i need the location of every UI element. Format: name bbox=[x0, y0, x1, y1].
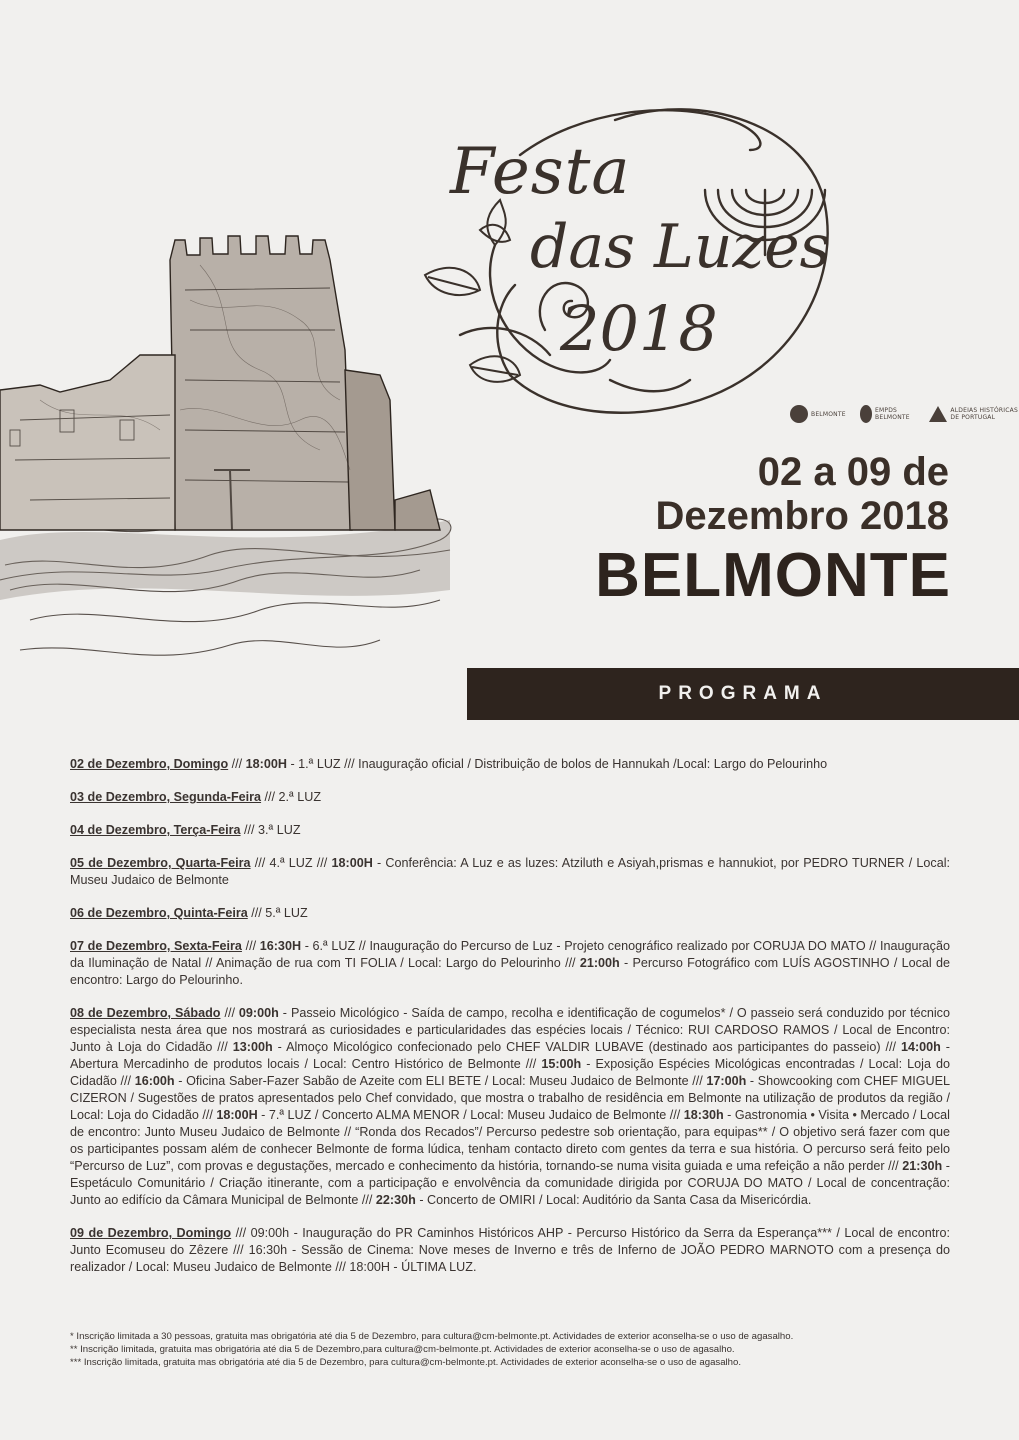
entry-time: 18:00H bbox=[245, 757, 287, 771]
entry-text: /// bbox=[228, 757, 246, 771]
entry-text: /// 4.ª LUZ /// bbox=[250, 856, 332, 870]
entry-day: 05 de Dezembro, Quarta-Feira bbox=[70, 856, 251, 870]
entry-time: 18:00H bbox=[331, 856, 373, 870]
program-entry bbox=[70, 1005, 950, 1209]
entry-day: 07 de Dezembro, Sexta-Feira bbox=[70, 939, 242, 953]
partner-aldeias-historicas bbox=[929, 406, 1019, 422]
entry-day: 09 de Dezembro, Domingo bbox=[70, 1226, 232, 1240]
entry-time: 18:30h bbox=[683, 1108, 724, 1122]
entry-text: - Oficina Saber-Fazer Sabão de Azeite com ELI BETE / Local: Museu Judaico de Belmonte /// bbox=[174, 1074, 707, 1088]
footnotes bbox=[70, 1330, 960, 1369]
empds-logo-icon bbox=[860, 405, 872, 423]
entry-text: - Conferência: A Luz e as luzes: Atziluth e Asiyah,prismas e hannukiot, por PEDRO TURNER / Local: Museu Judaico de Belmonte bbox=[70, 856, 950, 887]
event-dates-line1: 02 a 09 de bbox=[757, 450, 949, 494]
entry-day: 03 de Dezembro, Segunda-Feira bbox=[70, 790, 262, 804]
entry-time: 14:00h bbox=[900, 1040, 941, 1054]
program-list bbox=[70, 756, 950, 1292]
entry-text: - Exposição Espécies Micológicas encontradas / Local: Loja do Cidadão /// bbox=[70, 1057, 950, 1088]
entry-text: - 7.ª LUZ / Concerto ALMA MENOR / Local: Museu Judaico de Belmonte /// bbox=[257, 1108, 684, 1122]
entry-time: 09:00h bbox=[238, 1006, 279, 1020]
entry-text: - 6.ª LUZ // Inauguração do Percurso de Luz - Projeto cenográfico realizado por CORUJA DO MATO // Inauguração da Iluminação de Natal // Animação de rua com TI FOLIA / Local: Largo do Pelourinho /// bbox=[70, 939, 950, 970]
entry-time: 13:00h bbox=[232, 1040, 273, 1054]
program-entry bbox=[70, 822, 950, 839]
entry-text: - Espetáculo Comunitário / Criação itinerante, com a participação e envolvência da comunidade dirigida por CORUJA DO MATO / Local de concentração: Junto ao edifício da Câmara Municipal de Belmonte /// bbox=[70, 1159, 950, 1207]
partner-empds-label: EMPDS BELMONTE bbox=[875, 407, 910, 421]
entry-time: 15:00h bbox=[541, 1057, 582, 1071]
partner-logos bbox=[790, 405, 1019, 423]
entry-text: - Passeio Micológico - Saída de campo, recolha e identificação de cogumelos* / O passeio será conduzido por técnico especialista nesta área que nos mostrará as curiosidades e particularidades das espécies locais / Técnico: RUI CARDOSO RAMOS / Local de Encontro: Junto à Loja do Cidadão /// bbox=[70, 1006, 950, 1054]
program-entry bbox=[70, 789, 950, 806]
entry-time: 17:00h bbox=[706, 1074, 747, 1088]
aldeias-historicas-logo-icon bbox=[929, 406, 947, 422]
programa-title: PROGRAMA bbox=[658, 683, 828, 704]
partner-aldeias-label: ALDEIAS HISTÓRICAS DE PORTUGAL bbox=[950, 407, 1018, 421]
event-dates bbox=[656, 450, 949, 538]
program-entry bbox=[70, 905, 950, 922]
entry-time: 21:00h bbox=[579, 956, 620, 970]
logo-title-year: 2018 bbox=[560, 292, 718, 365]
entry-day: 02 de Dezembro, Domingo bbox=[70, 757, 229, 771]
footnote: *** Inscrição limitada, gratuita mas obrigatória até dia 5 de Dezembro, para cultura@cm-belmonte.pt. Actividades de exterior aconselha-se o uso de agasalho. bbox=[70, 1357, 741, 1368]
partner-belmonte-label: BELMONTE bbox=[811, 410, 846, 418]
partner-belmonte bbox=[790, 405, 846, 423]
entry-time: 22:30h bbox=[375, 1193, 416, 1207]
entry-text: - Percurso Fotográfico com LUÍS AGOSTINHO / Local de encontro: Largo do Pelourinho. bbox=[70, 956, 950, 987]
entry-text: - Showcooking com CHEF MIGUEL CIZERON / Sugestões de pratos apresentados pelo Chef convidado, que mostra o trabalho de residência em Belmonte na utilização de produtos da região / Local: Loja do Cidadão /// bbox=[70, 1074, 950, 1122]
program-entry bbox=[70, 938, 950, 989]
logo-title-festa: Festa bbox=[450, 135, 631, 209]
entry-text: - Gastronomia • Visita • Mercado / Local de encontro: Junto Museu Judaico de Belmonte // “Ronda dos Recados”/ Percurso pedestre sob orientação, para equipas** / O objetivo será fazer com que os participantes possam além de conhecer Belmonte de forma lúdica, tenham contacto direto com gentes da terra e sua história. O percurso será feito pelo “Percurso de Luz”, com provas e degustações, mercado e conhecimento da história, tornando-se numa visita guiada e uma refeição a não perder /// bbox=[70, 1108, 950, 1173]
belmonte-logo-icon bbox=[790, 405, 808, 423]
entry-time: 21:30h bbox=[902, 1159, 943, 1173]
logo-title-das-luzes: das Luzes bbox=[530, 212, 831, 282]
entry-text: /// bbox=[220, 1006, 239, 1020]
partner-empds bbox=[860, 405, 916, 423]
entry-time: 16:30H bbox=[259, 939, 302, 953]
entry-text: /// 2.ª LUZ bbox=[261, 790, 322, 804]
footnote: * Inscrição limitada a 30 pessoas, gratuita mas obrigatória até dia 5 de Dezembro, para cultura@cm-belmonte.pt. Actividades de exterior aconselha-se o uso de agasalho. bbox=[70, 1331, 794, 1342]
program-entry bbox=[70, 855, 950, 889]
event-town: BELMONTE bbox=[595, 541, 951, 610]
entry-day: 08 de Dezembro, Sábado bbox=[70, 1006, 221, 1020]
entry-time: 16:00h bbox=[134, 1074, 175, 1088]
programa-banner bbox=[467, 668, 1019, 720]
entry-text: - Concerto de OMIRI / Local: Auditório da Santa Casa da Misericórdia. bbox=[415, 1193, 812, 1207]
event-dates-line2: Dezembro 2018 bbox=[655, 494, 949, 538]
entry-text: /// bbox=[241, 939, 260, 953]
footnote: ** Inscrição limitada, gratuita mas obrigatória até dia 5 de Dezembro,para cultura@cm-belmonte.pt. Actividades de exterior aconselha-se o uso de agasalho. bbox=[70, 1344, 735, 1355]
entry-text: - Abertura Mercadinho de produtos locais / Local: Centro Histórico de Belmonte /// bbox=[70, 1040, 950, 1071]
program-entry bbox=[70, 756, 950, 773]
entry-text: /// 09:00h - Inauguração do PR Caminhos Históricos AHP - Percurso Histórico da Serra da Esperança*** / Local de encontro: Junto Ecomuseu do Zêzere /// 16:30h - Sessão de Cinema: Nove meses de Inverno e três de Inferno de JOÃO PEDRO MARNOTO com a presença do realizador / Local: Museu Judaico de Belmonte /// 18:00H - ÚLTIMA LUZ. bbox=[70, 1226, 950, 1274]
entry-day: 04 de Dezembro, Terça-Feira bbox=[70, 823, 241, 837]
entry-text: /// 5.ª LUZ bbox=[247, 906, 308, 920]
entry-time: 18:00H bbox=[216, 1108, 258, 1122]
entry-day: 06 de Dezembro, Quinta-Feira bbox=[70, 906, 248, 920]
entry-text: - Almoço Micológico confecionado pelo CHEF VALDIR LUBAVE (destinado aos participantes do passeio) /// bbox=[272, 1040, 901, 1054]
entry-text: - 1.ª LUZ /// Inauguração oficial / Distribuição de bolos de Hannukah /Local: Largo do Pelourinho bbox=[286, 757, 828, 771]
program-entry bbox=[70, 1225, 950, 1276]
entry-text: /// 3.ª LUZ bbox=[240, 823, 301, 837]
